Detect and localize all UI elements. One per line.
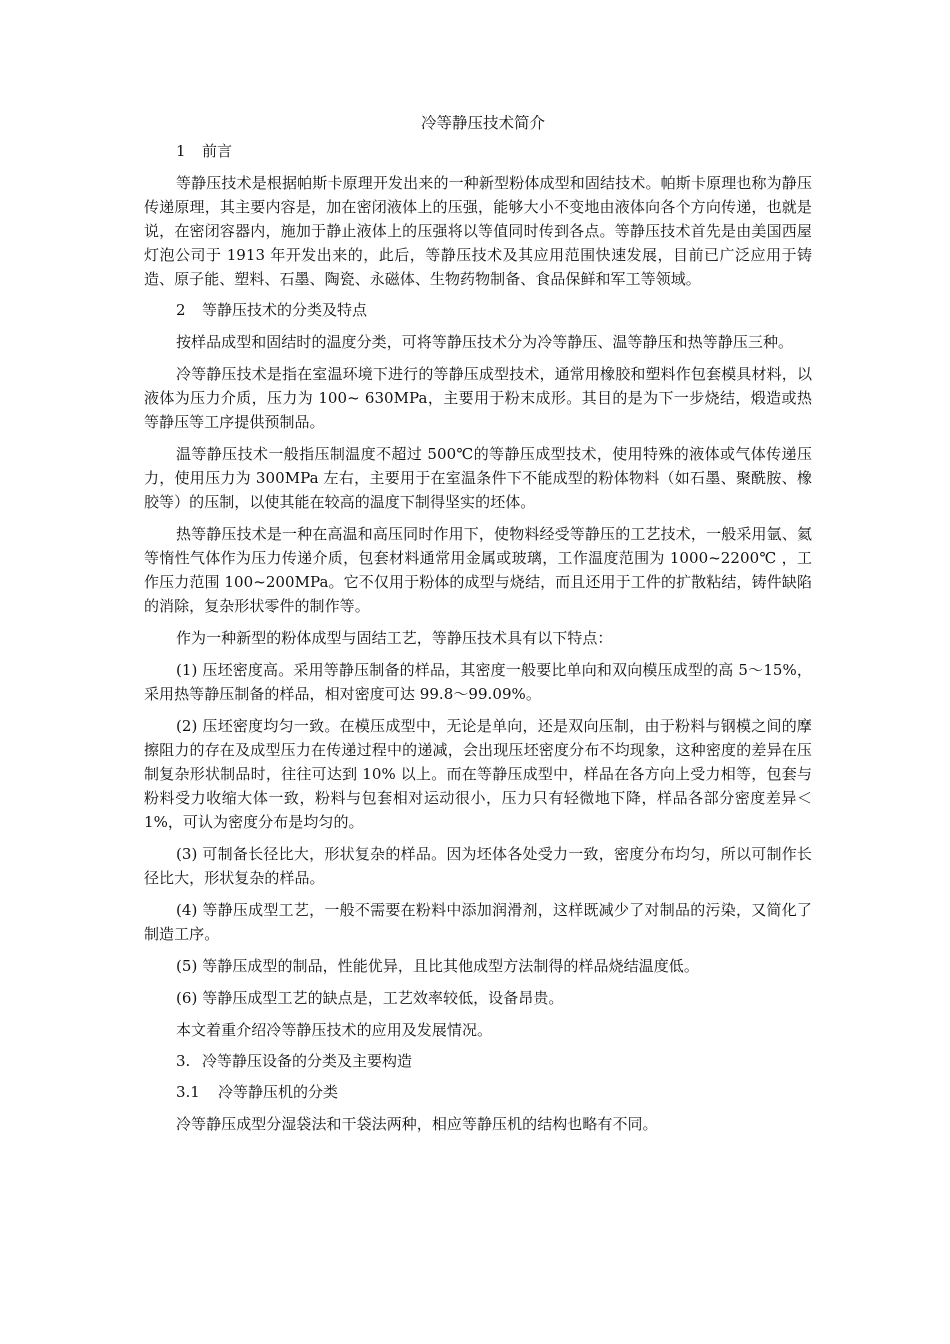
section-heading-1 xyxy=(144,140,812,162)
feature-item-5: (5) 等静压成型的制品，性能优异，且比其他成型方法制得的样品烧结温度低。 xyxy=(176,957,699,975)
paragraph-cold-isostatic: 冷等静压技术是指在室温环境下进行的等静压成型技术，通常用橡胶和塑料作包套模具材料，以液体为压力介质，压力为 100~ 630MPa，主要用于粉末成形。其目的是为下一步烧结，煅造或热等静压等工序提供预制品。 xyxy=(144,365,812,431)
section-number: 2 xyxy=(176,301,186,319)
section-heading-3 xyxy=(144,1050,812,1072)
paragraph-features-intro: 作为一种新型的粉体成型与固结工艺，等静压技术具有以下特点： xyxy=(176,629,613,647)
paragraph-hot-isostatic: 热等静压技术是一种在高温和高压同时作用下，使物料经受等静压的工艺技术，一般采用氩、氦等惰性气体作为压力传递介质，包套材料通常用金属或玻璃，工作温度范围为 1000~2200℃ ，工作压力范围 100~200MPa。它不仅用于粉体的成型与烧结，而且还用于工件的扩散粘结，铸件缺陷的消除，复杂形状零件的制作等。 xyxy=(144,525,812,615)
section-heading-2 xyxy=(144,299,812,321)
feature-item-6: (6) 等静压成型工艺的缺点是，工艺效率较低，设备昂贵。 xyxy=(176,989,564,1007)
feature-item-4: (4) 等静压成型工艺，一般不需要在粉料中添加润滑剂，这样既减少了对制品的污染，又简化了制造工序。 xyxy=(144,901,812,943)
document-page xyxy=(144,112,812,1144)
feature-item-1: (1) 压坯密度高。采用等静压制备的样品，其密度一般要比单向和双向模压成型的高 5～15%，采用热等静压制备的样品，相对密度可达 99.8～99.09%。 xyxy=(144,661,812,703)
section-title: 冷等静压机的分类 xyxy=(218,1083,339,1101)
section-number: 1 xyxy=(176,142,186,160)
section-title: 冷等静压设备的分类及主要构造 xyxy=(202,1052,413,1070)
document-title: 冷等静压技术简介 xyxy=(420,114,545,132)
paragraph-warm-isostatic: 温等静压技术一般指压制温度不超过 500℃的等静压成型技术，使用特殊的液体或气体传递压力，使用压力为 300MPa 左右，主要用于在室温条件下不能成型的粉体物料（如石墨、聚酰胺、橡胶等）的压制，以使其能在较高的温度下制得坚实的坯体。 xyxy=(144,445,812,511)
section-title: 前言 xyxy=(202,142,233,160)
paragraph-intro: 等静压技术是根据帕斯卡原理开发出来的一种新型粉体成型和固结技术。帕斯卡原理也称为静压传递原理，其主要内容是，加在密闭液体上的压强，能够大小不变地由液体向各个方向传递，也就是说，在密闭容器内，施加于静止液体上的压强将以等值同时传到各点。等静压技术首先是由美国西屋灯泡公司于 1913 年开发出来的，此后，等静压技术及其应用范围快速发展，目前已广泛应用于铸造、原子能、塑料、石墨、陶瓷、永磁体、生物药物制备、食品保鲜和军工等领域。 xyxy=(144,174,812,288)
section-number: 3.1 xyxy=(176,1083,200,1101)
paragraph-focus: 本文着重介绍冷等静压技术的应用及发展情况。 xyxy=(176,1021,493,1039)
section-title: 等静压技术的分类及特点 xyxy=(202,301,368,319)
feature-item-3: (3) 可制备长径比大，形状复杂的样品。因为坯体各处受力一致，密度分布均匀，所以可制作长径比大，形状复杂的样品。 xyxy=(144,845,812,887)
paragraph-classification: 按样品成型和固结时的温度分类，可将等静压技术分为冷等静压、温等静压和热等静压三种。 xyxy=(176,333,794,351)
section-heading-3-1 xyxy=(144,1081,812,1103)
paragraph-press-types: 冷等静压成型分湿袋法和干袋法两种，相应等静压机的结构也略有不同。 xyxy=(176,1115,658,1133)
section-number: 3. xyxy=(176,1052,191,1070)
feature-item-2: (2) 压坯密度均匀一致。在模压成型中，无论是单向，还是双向压制，由于粉料与钢模之间的摩擦阻力的存在及成型压力在传递过程中的递减，会出现压坯密度分布不均现象，这种密度的差异在压制复杂形状制品时，往往可达到 10% 以上。而在等静压成型中，样品在各方向上受力相等，包套与粉料受力收缩大体一致，粉料与包套相对运动很小，压力只有轻微地下降，样品各部分密度差异＜1%，可认为密度分布是均匀的。 xyxy=(144,717,812,831)
